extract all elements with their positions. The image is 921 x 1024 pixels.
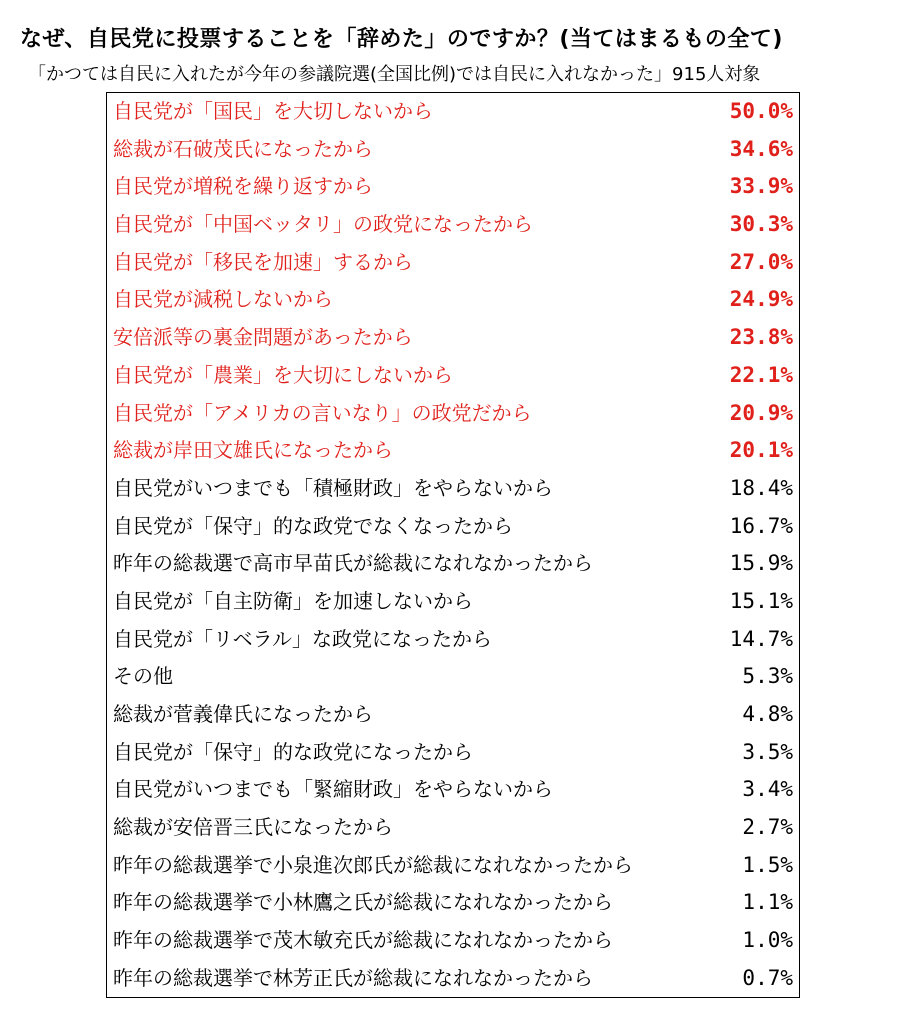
- row-percentage: 15.1%: [729, 588, 793, 613]
- row-label: 安倍派等の裏金問題があったから: [113, 325, 413, 350]
- results-table: [106, 92, 800, 998]
- row-percentage: 18.4%: [729, 475, 793, 500]
- table-row: [107, 922, 799, 960]
- row-label: 自民党が増税を繰り返すから: [113, 174, 373, 199]
- row-percentage: 27.0%: [729, 249, 793, 274]
- table-row: [107, 583, 799, 621]
- table-row: [107, 168, 799, 206]
- row-percentage: 16.7%: [729, 513, 793, 538]
- row-label: 自民党が「アメリカの言いなり」の政党だから: [113, 400, 532, 425]
- page-title: なぜ、自民党に投票することを「辞めた」のですか？(当てはまるもの全て): [20, 27, 783, 52]
- row-percentage: 30.3%: [729, 212, 793, 237]
- table-row: [107, 470, 799, 508]
- row-percentage: 2.7%: [742, 815, 793, 840]
- table-row: [107, 319, 799, 357]
- row-percentage: 22.1%: [729, 362, 793, 387]
- row-label: 昨年の総裁選挙で小泉進次郎氏が総裁になれなかったから: [113, 852, 633, 877]
- table-row: [107, 206, 799, 244]
- table-row: [107, 658, 799, 696]
- table-row: [107, 395, 799, 433]
- row-label: 自民党が「国民」を大切しないから: [113, 99, 433, 123]
- row-label: 総裁が石破茂氏になったから: [113, 136, 373, 161]
- row-label: 自民党が「保守」的な政党でなくなったから: [113, 513, 513, 538]
- table-row: [107, 244, 799, 282]
- table-row: [107, 545, 799, 583]
- row-percentage: 4.8%: [742, 702, 793, 726]
- row-percentage: 3.5%: [742, 739, 793, 764]
- table-row: [107, 847, 799, 885]
- row-label: 自民党が「農業」を大切にしないから: [113, 362, 453, 387]
- table-row: [107, 884, 799, 922]
- row-percentage: 0.7%: [742, 965, 793, 990]
- table-row: [107, 696, 799, 734]
- row-percentage: 1.0%: [742, 928, 793, 953]
- row-percentage: 3.4%: [742, 777, 793, 802]
- row-percentage: 24.9%: [729, 287, 793, 312]
- row-percentage: 23.8%: [729, 325, 793, 350]
- table-row: [107, 93, 799, 131]
- row-percentage: 20.1%: [729, 438, 793, 463]
- table-row: [107, 621, 799, 659]
- row-label: 総裁が安倍晋三氏になったから: [113, 815, 393, 840]
- row-label: 昨年の総裁選挙で林芳正氏が総裁になれなかったから: [113, 965, 593, 990]
- row-percentage: 1.5%: [742, 852, 793, 877]
- table-row: [107, 809, 799, 847]
- row-percentage: 34.6%: [729, 136, 793, 161]
- row-label: 自民党が「リベラル」な政党になったから: [113, 626, 492, 651]
- row-label: 自民党が「自主防衛」を加速しないから: [113, 588, 473, 613]
- row-percentage: 1.1%: [742, 890, 793, 915]
- row-label: 総裁が菅義偉氏になったから: [113, 702, 373, 726]
- table-row: [107, 734, 799, 772]
- table-row: [107, 771, 799, 809]
- table-row: [107, 357, 799, 395]
- row-label: 総裁が岸田文雄氏になったから: [113, 438, 393, 463]
- row-percentage: 15.9%: [729, 551, 793, 576]
- row-label: 自民党がいつまでも「積極財政」をやらないから: [113, 475, 553, 500]
- row-label: 自民党が「中国ベッタリ」の政党になったから: [113, 212, 533, 237]
- row-percentage: 5.3%: [742, 664, 793, 689]
- row-percentage: 33.9%: [729, 174, 793, 199]
- row-label: 自民党が減税しないから: [113, 287, 333, 312]
- row-label: その他: [113, 664, 173, 689]
- row-label: 昨年の総裁選挙で小林鷹之氏が総裁になれなかったから: [113, 890, 613, 915]
- page-subtitle: 「かつては自民に入れたが今年の参議院選(全国比例)では自民に入れなかった」915人対象: [28, 64, 761, 85]
- row-percentage: 14.7%: [729, 626, 793, 651]
- row-percentage: 20.9%: [729, 400, 793, 425]
- row-label: 昨年の総裁選で高市早苗氏が総裁になれなかったから: [113, 551, 593, 576]
- table-row: [107, 508, 799, 546]
- row-label: 昨年の総裁選挙で茂木敏充氏が総裁になれなかったから: [113, 928, 613, 953]
- table-row: [107, 281, 799, 319]
- table-row: [107, 960, 799, 998]
- table-row: [107, 131, 799, 169]
- row-percentage: 50.0%: [729, 99, 793, 123]
- row-label: 自民党が「保守」的な政党になったから: [113, 739, 473, 764]
- row-label: 自民党が「移民を加速」するから: [113, 249, 413, 274]
- row-label: 自民党がいつまでも「緊縮財政」をやらないから: [113, 777, 553, 802]
- table-row: [107, 432, 799, 470]
